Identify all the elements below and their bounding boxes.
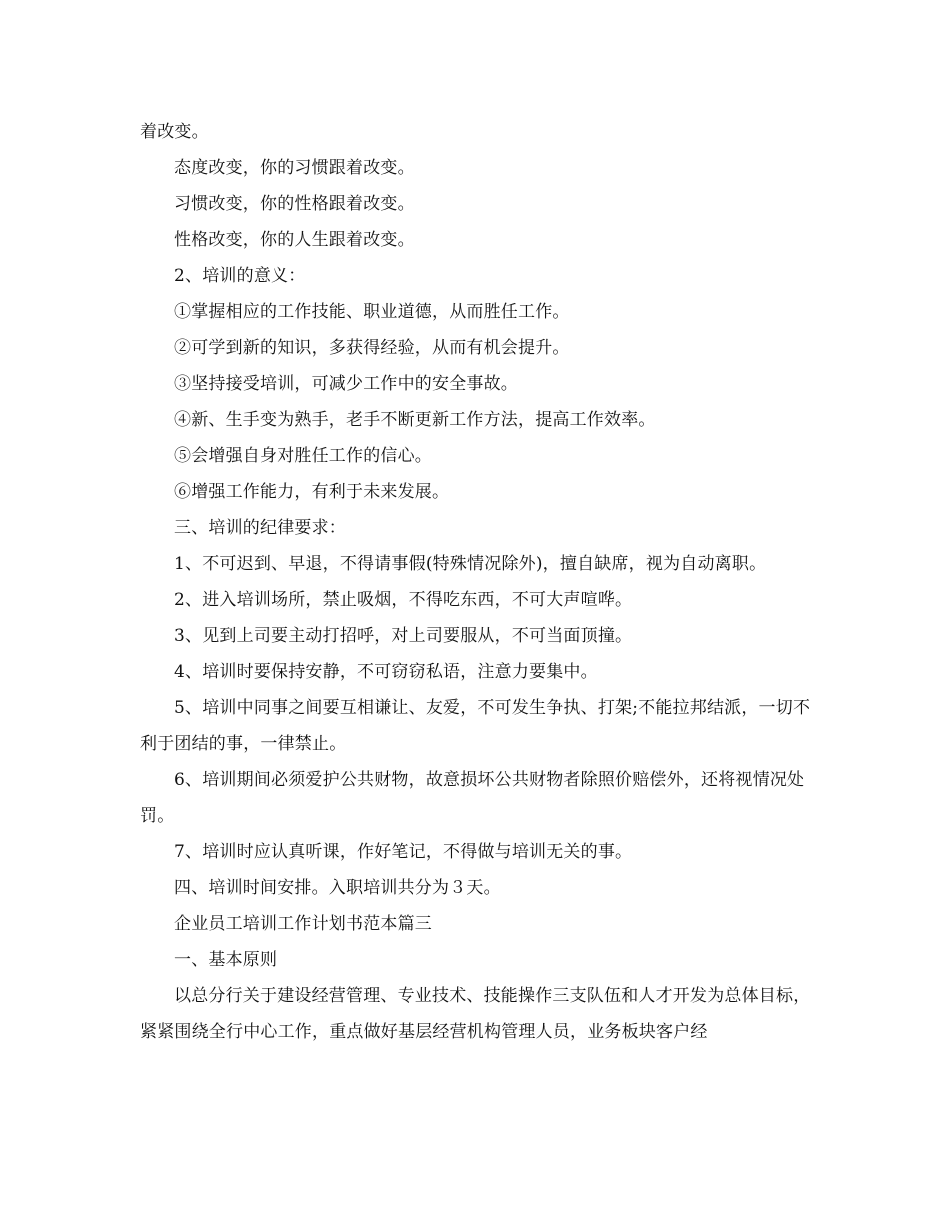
list-item: ④新、生手变为熟手，老手不断更新工作方法，提高工作效率。: [174, 410, 656, 430]
list-item: ③坚持接受培训，可减少工作中的安全事故。: [174, 374, 518, 394]
paragraph: 以总分行关于建设经营管理、专业技术、技能操作三支队伍和人才开发为总体目标，紧紧围绕全行中心工作，重点做好基层经营机构管理人员，业务板块客户经: [140, 986, 811, 1042]
paragraph: 习惯改变，你的性格跟着改变。: [174, 194, 415, 214]
section-heading: 一、基本原则: [174, 950, 278, 970]
section-heading: 三、培训的纪律要求：: [174, 518, 346, 538]
list-item: 6、培训期间必须爱护公共财物，故意损坏公共财物者除照价赔偿外，还将视情况处罚。: [140, 770, 805, 826]
list-item: 2、进入培训场所，禁止吸烟，不得吃东西，不可大声喧哗。: [174, 590, 633, 610]
paragraph: 着改变。: [140, 122, 209, 142]
list-item: 1、不可迟到、早退，不得请事假(特殊情况除外)，擅自缺席，视为自动离职。: [174, 554, 767, 574]
paragraph: 态度改变，你的习惯跟着改变。: [174, 158, 415, 178]
list-item: ①掌握相应的工作技能、职业道德，从而胜任工作。: [174, 302, 570, 322]
list-item: 3、见到上司要主动打招呼，对上司要服从，不可当面顶撞。: [174, 626, 633, 646]
list-item: ⑥增强工作能力，有利于未来发展。: [174, 482, 450, 502]
list-item: 4、培训时要保持安静，不可窃窃私语，注意力要集中。: [174, 662, 598, 682]
section-subheading: 2、培训的意义：: [174, 266, 306, 286]
list-item: ⑤会增强自身对胜任工作的信心。: [174, 446, 432, 466]
paragraph: 性格改变，你的人生跟着改变。: [174, 230, 415, 250]
list-item: 5、培训中同事之间要互相谦让、友爱，不可发生争执、打架;不能拉邦结派，一切不利于团结的事，一律禁止。: [140, 698, 811, 754]
section-heading: 四、培训时间安排。入职培训共分为３天。: [174, 878, 501, 898]
document-body: [140, 114, 820, 1050]
list-item: ②可学到新的知识，多获得经验，从而有机会提升。: [174, 338, 570, 358]
article-title: 企业员工培训工作计划书范本篇三: [174, 914, 432, 934]
list-item: 7、培训时应认真听课，作好笔记，不得做与培训无关的事。: [174, 842, 633, 862]
